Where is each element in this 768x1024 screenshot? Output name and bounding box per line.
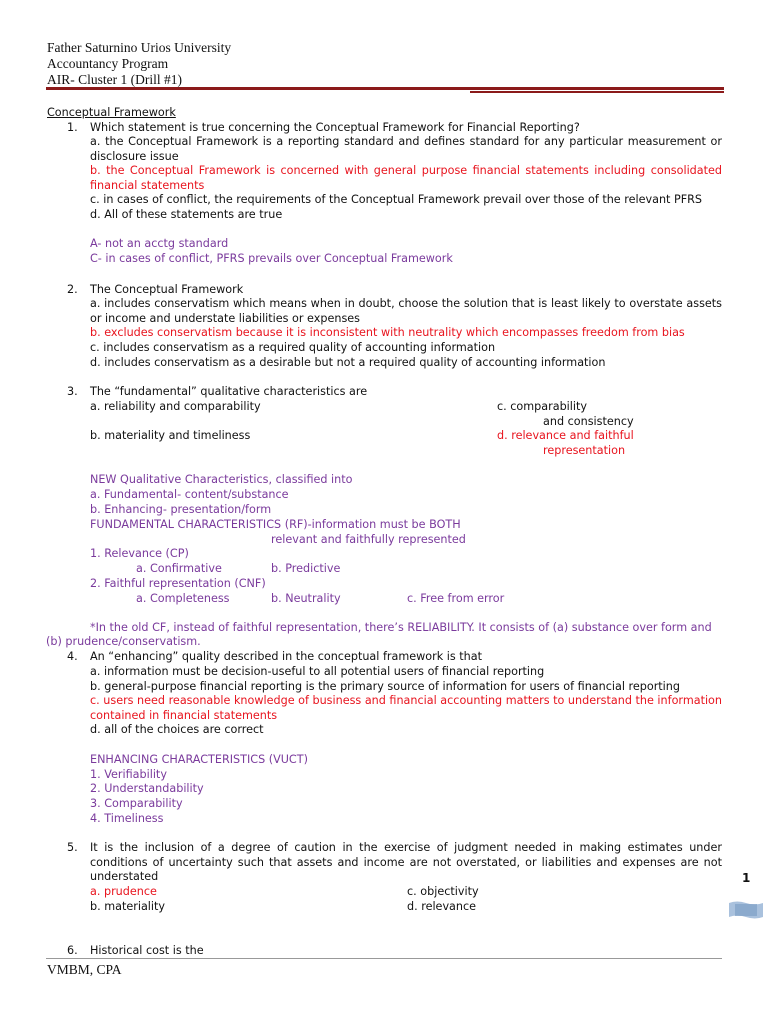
q3-note-old-cf-cont: (b) prudence/conservatism. [46, 635, 201, 648]
q3-note: b. Enhancing- presentation/form [90, 503, 272, 516]
q1-choice-d: d. All of these statements are true [90, 208, 283, 221]
q6-stem: Historical cost is the [90, 944, 204, 957]
q3-note: a. Completeness [136, 592, 230, 605]
q1-stem: Which statement is true concerning the Conceptual Framework for Financial Reporting? [90, 121, 580, 134]
section-title: Conceptual Framework [47, 106, 176, 119]
q3-note-old-cf: *In the old CF, instead of faithful representation, there’s RELIABILITY. It consists of (a) substance over form and [90, 621, 712, 634]
q4-choice-a: a. information must be decision-useful to all potential users of financial reporting [90, 665, 545, 678]
q3-note: NEW Qualitative Characteristics, classified into [90, 473, 353, 486]
q4-stem: An “enhancing” quality described in the conceptual framework is that [90, 650, 482, 663]
q2-number: 2. [67, 283, 78, 296]
university-name: Father Saturnino Urios University [47, 40, 232, 55]
q6-number: 6. [67, 944, 78, 957]
q3-note: c. Free from error [407, 592, 505, 605]
q2-choice-b-answer: b. excludes conservatism because it is inconsistent with neutrality which encompasses freedom from bias [90, 326, 685, 339]
q2-choice-d: d. includes conservatism as a desirable but not a required quality of accounting information [90, 356, 606, 369]
q3-note: b. Neutrality [271, 592, 341, 605]
page-number: 1 [742, 871, 751, 885]
q5-choice-a-answer: a. prudence [90, 885, 157, 898]
q1-choice-b-answer: b. the Conceptual Framework is concerned with general purpose financial statements including consolidated financial statements [90, 164, 722, 192]
q1-number: 1. [67, 121, 78, 134]
q4-note: 3. Comparability [90, 797, 183, 810]
q3-note: relevant and faithfully represented [271, 533, 466, 546]
q3-choice-a: a. reliability and comparability [90, 400, 261, 413]
header-rule-accent [470, 91, 724, 93]
q4-note: 4. Timeliness [90, 812, 164, 825]
q5-stem: It is the inclusion of a degree of caution in the exercise of judgment needed in making estimates under conditions of uncertainty such that assets and income are not overstated, or liabilities and expenses are not understated [90, 841, 722, 883]
q5-choice-b: b. materiality [90, 900, 166, 913]
q1-note-a: A- not an acctg standard [90, 237, 229, 250]
q1-note-c: C- in cases of conflict, PFRS prevails over Conceptual Framework [90, 252, 453, 265]
q3-note: FUNDAMENTAL CHARACTERISTICS (RF)-information must be BOTH [90, 518, 461, 531]
q5-choice-d: d. relevance [407, 900, 477, 913]
q1-choice-c: c. in cases of conflict, the requirements of the Conceptual Framework prevail over those of the relevant PFRS [90, 193, 703, 206]
q4-note: 2. Understandability [90, 782, 204, 795]
q3-choice-b: b. materiality and timeliness [90, 429, 251, 442]
q2-choice-c: c. includes conservatism as a required quality of accounting information [90, 341, 496, 354]
q3-choice-c-cont: and consistency [543, 415, 634, 428]
q3-note: 1. Relevance (CP) [90, 547, 189, 560]
q3-choice-c: c. comparability [497, 400, 588, 413]
q3-choice-d-answer-cont: representation [543, 444, 626, 457]
q4-note: 1. Verifiability [90, 768, 167, 781]
q4-choice-b: b. general-purpose financial reporting is the primary source of information for users of financial reporting [90, 680, 680, 693]
program-name: Accountancy Program [47, 56, 169, 71]
footer-rule [46, 958, 722, 959]
q3-note: 2. Faithful representation (CNF) [90, 577, 266, 590]
q4-number: 4. [67, 650, 78, 663]
q2-choice-a: a. includes conservatism which means when in doubt, choose the solution that is least likely to overstate assets or income and understate liabilities or expenses [90, 297, 722, 325]
q3-note: a. Confirmative [136, 562, 222, 575]
q3-stem: The “fundamental” qualitative characteristics are [90, 385, 368, 398]
footer-author: VMBM, CPA [47, 962, 122, 977]
q1-choice-a: a. the Conceptual Framework is a reporting standard and defines standard for any particular measurement or disclosure issue [90, 135, 722, 163]
q4-note: ENHANCING CHARACTERISTICS (VUCT) [90, 753, 308, 766]
drill-title: AIR- Cluster 1 (Drill #1) [47, 72, 182, 87]
q3-number: 3. [67, 385, 78, 398]
page-tab-icon [727, 899, 765, 921]
q4-choice-d: d. all of the choices are correct [90, 723, 264, 736]
header-rule [46, 87, 724, 90]
q2-stem: The Conceptual Framework [90, 283, 244, 296]
q3-note: b. Predictive [271, 562, 341, 575]
q4-choice-c-answer: c. users need reasonable knowledge of business and financial accounting matters to understand the information contained in financial statements [90, 694, 722, 722]
q5-choice-c: c. objectivity [407, 885, 479, 898]
q3-note: a. Fundamental- content/substance [90, 488, 289, 501]
q5-number: 5. [67, 841, 78, 854]
q3-choice-d-answer: d. relevance and faithful [497, 429, 634, 442]
